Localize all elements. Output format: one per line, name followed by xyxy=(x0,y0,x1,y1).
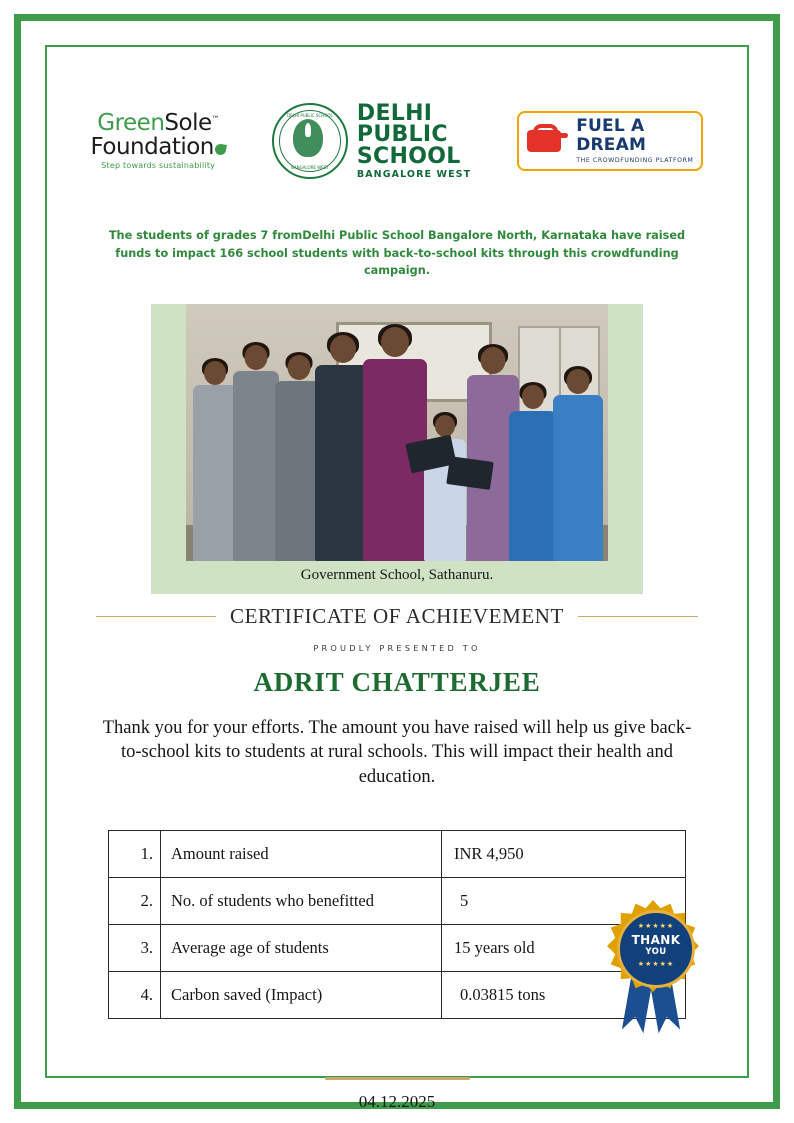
dps-word-3: SCHOOL xyxy=(356,143,461,169)
dps-wordmark xyxy=(356,100,472,181)
dps-logo xyxy=(272,100,472,181)
row-number: 4. xyxy=(109,972,161,1019)
seal-line1: THANK xyxy=(631,933,681,947)
crest-bottom-text: BANGALORE WEST xyxy=(291,165,329,170)
fuel-can-icon xyxy=(525,123,569,159)
row-label: Average age of students xyxy=(161,925,442,972)
greensole-foundation-word xyxy=(91,136,226,159)
certificate-title-row xyxy=(83,604,711,629)
table-row xyxy=(109,972,686,1019)
row-number: 2. xyxy=(109,878,161,925)
outer-border xyxy=(14,14,780,1112)
presented-to-label: PROUDLY PRESENTED TO xyxy=(313,642,481,653)
crest-flame-icon xyxy=(305,123,311,137)
greensole-line2-text: Foundation xyxy=(90,134,214,160)
logo-row xyxy=(83,83,711,193)
row-label: Carbon saved (Impact) xyxy=(161,972,442,1019)
photo-person xyxy=(508,385,558,561)
dps-subtitle: BANGALORE WEST xyxy=(356,169,472,181)
greensole-name-part1: Green xyxy=(97,110,165,136)
row-label: No. of students who benefitted xyxy=(161,878,442,925)
signature-rule xyxy=(325,1077,470,1080)
row-value: 5 xyxy=(442,878,686,925)
row-number: 1. xyxy=(109,831,161,878)
dps-crest-icon xyxy=(272,103,348,179)
fad-line1: FUEL A xyxy=(576,116,645,137)
row-value: INR 4,950 xyxy=(442,831,686,878)
table-row xyxy=(109,878,686,925)
seal-line2: YOU xyxy=(645,947,667,957)
fuel-can-body xyxy=(527,130,561,152)
recipient-name: ADRIT CHATTERJEE xyxy=(253,666,541,697)
row-number: 3. xyxy=(109,925,161,972)
fad-line3: THE CROWDFUNDING PLATFORM xyxy=(576,157,694,165)
photo-person xyxy=(232,345,280,561)
photo-block xyxy=(151,304,643,594)
fuel-a-dream-wordmark xyxy=(576,118,693,164)
school-kit-item xyxy=(446,456,493,490)
seal-stars-bottom: ★★★★★ xyxy=(637,960,675,968)
seal-stars-top: ★★★★★ xyxy=(637,922,675,930)
certificate-content xyxy=(83,83,711,1112)
thank-you-paragraph: Thank you for your efforts. The amount you have raised will help us give back-to-school kits to students at rural schools. This will impact their health and education. xyxy=(102,717,692,788)
dps-word-1: DELHI xyxy=(356,100,433,126)
intro-paragraph: The students of grades 7 fromDelhi Public School Bangalore North, Karnataka have raised funds to impact 166 school students with back-to-school kits through this crowdfunding campaign. xyxy=(108,229,686,277)
crest-top-text: DELHI PUBLIC SCHOOL xyxy=(287,113,333,118)
campaign-photo xyxy=(186,304,608,561)
seal-disc xyxy=(617,910,695,988)
leaf-icon xyxy=(214,143,227,156)
title-rule-left xyxy=(96,616,216,617)
greensole-name-part2: Sole xyxy=(164,110,212,136)
photo-caption: Government School, Sathanuru. xyxy=(300,566,494,583)
row-label: Amount raised xyxy=(161,831,442,878)
row-value: 15 years old xyxy=(442,925,686,972)
fad-line2: DREAM xyxy=(576,135,647,156)
table-row xyxy=(109,831,686,878)
title-rule-right xyxy=(578,616,698,617)
greensole-trademark-icon: ™ xyxy=(211,114,220,124)
thank-you-seal xyxy=(601,900,705,1034)
certificate-title: CERTIFICATE OF ACHIEVEMENT xyxy=(229,603,564,628)
photo-person xyxy=(552,369,604,561)
greensole-wordmark xyxy=(91,112,226,135)
dps-word-2: PUBLIC xyxy=(356,122,448,148)
fuel-a-dream-logo xyxy=(517,111,703,170)
fuel-can-spout xyxy=(558,133,568,138)
table-row xyxy=(109,925,686,972)
greensole-tagline: Step towards sustainability xyxy=(101,161,216,170)
row-value: 0.03815 tons xyxy=(442,972,686,1019)
greensole-logo xyxy=(91,112,226,170)
certificate-date: 04.12.2025 xyxy=(358,1092,436,1112)
impact-table xyxy=(108,830,686,1019)
inner-border xyxy=(45,45,749,1112)
